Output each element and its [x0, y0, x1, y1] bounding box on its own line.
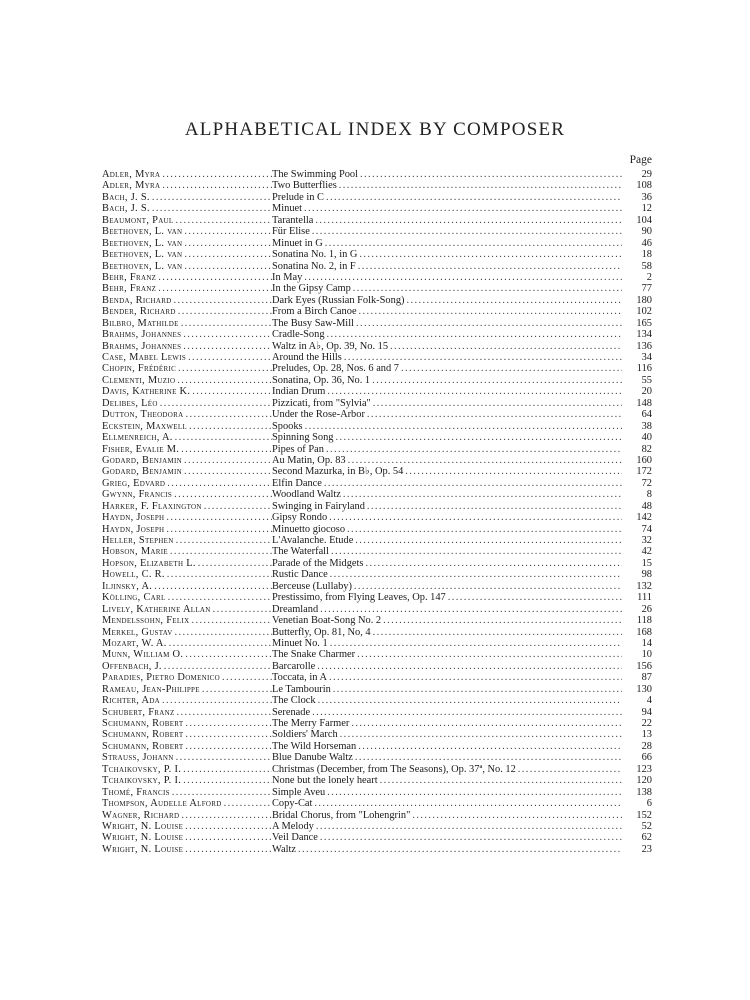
page-number: 94 — [641, 706, 652, 718]
composer-name: Schumann, Robert . . . — [102, 729, 272, 740]
work-title: From a Birch Canoe . . . — [272, 306, 622, 317]
composer-name: Delibes, Léo . . . — [102, 398, 272, 409]
index-entry — [102, 821, 652, 832]
composer-name: Eckstein, Maxwell . . . — [102, 421, 272, 432]
index-entry — [102, 695, 652, 706]
page-number: 152 — [636, 809, 652, 821]
index-entry — [102, 672, 652, 683]
index-entry — [102, 363, 652, 374]
composer-name: Wright, N. Louise . . . — [102, 832, 272, 843]
composer-name: Schumann, Robert . . . — [102, 741, 272, 752]
index-entry — [102, 832, 652, 843]
composer-name: Munn, William O. . . . — [102, 649, 272, 660]
page-number: 22 — [641, 718, 652, 729]
work-title: Tarantella . . . — [272, 215, 622, 226]
composer-index-list — [102, 169, 652, 855]
work-title: Rustic Dance . . . — [272, 569, 622, 580]
index-entry — [102, 524, 652, 535]
work-title: Sonatina No. 2, in F . . . — [272, 261, 622, 272]
page-number: 23 — [641, 843, 652, 855]
work-title: Pipes of Pan . . . — [272, 444, 622, 455]
index-entry — [102, 592, 652, 603]
work-title: Around the Hills . . . — [272, 352, 622, 363]
composer-name: Howell, C. R. . . . — [102, 569, 272, 580]
page-number: 180 — [636, 294, 652, 306]
index-entry — [102, 249, 652, 260]
work-title: Toccata, in A . . . — [272, 672, 622, 683]
composer-name: Tchaikovsky, P. I. . . . — [102, 764, 272, 775]
composer-name: Schumann, Robert . . . — [102, 718, 272, 729]
index-entry — [102, 409, 652, 420]
index-entry — [102, 764, 652, 775]
page-number: 52 — [641, 820, 652, 832]
index-entry — [102, 798, 652, 809]
composer-name: Tchaikovsky, P. I. . . . — [102, 775, 272, 786]
work-title: Pizzicati, from "Sylvia" . . . — [272, 398, 622, 409]
page-number: 14 — [641, 637, 652, 649]
work-title: Second Mazurka, in B♭, Op. 54 . . . — [272, 466, 622, 477]
index-entry — [102, 718, 652, 729]
page-number: 55 — [641, 374, 652, 386]
work-title: Parade of the Midgets . . . — [272, 558, 622, 569]
page-number: 18 — [641, 249, 652, 261]
page-number: 2 — [646, 271, 652, 283]
composer-name: Bender, Richard . . . — [102, 306, 272, 317]
page-number: 148 — [636, 397, 652, 409]
composer-name: Wagner, Richard . . . — [102, 810, 272, 821]
work-title: Copy-Cat . . . — [272, 798, 622, 809]
composer-name: Beaumont, Paul . . . — [102, 215, 272, 226]
composer-name: Behr, Franz . . . — [102, 272, 272, 283]
composer-name: Iljinsky, A. . . . — [102, 581, 272, 592]
index-entry — [102, 604, 652, 615]
composer-name: Godard, Benjamin . . . — [102, 466, 272, 477]
composer-name: Davis, Katherine K. . . . — [102, 386, 272, 397]
composer-name: Adler, Myra . . . — [102, 169, 272, 180]
page-number: 40 — [641, 432, 652, 444]
composer-name: Bilbro, Mathilde . . . — [102, 318, 272, 329]
page-number: 10 — [641, 649, 652, 661]
index-entry — [102, 741, 652, 752]
index-entry — [102, 569, 652, 580]
work-title: Le Tambourin . . . — [272, 684, 622, 695]
page-number: 82 — [641, 443, 652, 455]
index-entry — [102, 421, 652, 432]
index-entry — [102, 546, 652, 557]
page-number: 13 — [641, 729, 652, 741]
page-number: 58 — [641, 260, 652, 272]
work-title: Au Matin, Op. 83 . . . — [272, 455, 622, 466]
page-column-header: Page — [629, 154, 652, 166]
composer-name: Case, Mabel Lewis . . . — [102, 352, 272, 363]
work-title: Simple Aveu . . . — [272, 787, 622, 798]
composer-name: Chopin, Frédéric . . . — [102, 363, 272, 374]
composer-name: Adler, Myra . . . — [102, 180, 272, 191]
work-title: Under the Rose-Arbor . . . — [272, 409, 622, 420]
composer-name: Mozart, W. A. . . . — [102, 638, 272, 649]
index-entry — [102, 318, 652, 329]
work-title: Woodland Waltz . . . — [272, 489, 622, 500]
composer-name: Grieg, Edvard . . . — [102, 478, 272, 489]
index-entry — [102, 295, 652, 306]
composer-name: Brahms, Johannes . . . — [102, 341, 272, 352]
index-entry — [102, 581, 652, 592]
index-entry — [102, 283, 652, 294]
work-title: Spooks . . . — [272, 421, 622, 432]
page-number: 4 — [646, 695, 652, 707]
composer-name: Wright, N. Louise . . . — [102, 844, 272, 855]
page-number: 138 — [636, 786, 652, 798]
page-number: 6 — [646, 798, 652, 810]
page-number: 26 — [641, 603, 652, 615]
composer-name: Haydn, Joseph . . . — [102, 524, 272, 535]
composer-name: Gwynn, Francis . . . — [102, 489, 272, 500]
work-title: Sonatina No. 1, in G . . . — [272, 249, 622, 260]
page-number: 87 — [641, 672, 652, 684]
composer-name: Offenbach, J. . . . — [102, 661, 272, 672]
index-entry — [102, 215, 652, 226]
index-entry — [102, 558, 652, 569]
index-entry — [102, 752, 652, 763]
page-number: 42 — [641, 546, 652, 558]
page-number: 123 — [636, 763, 652, 775]
page-number: 108 — [636, 180, 652, 192]
page-number: 38 — [641, 420, 652, 432]
work-title: Blue Danube Waltz . . . — [272, 752, 622, 763]
composer-name: Heller, Stephen . . . — [102, 535, 272, 546]
page-number: 90 — [641, 226, 652, 238]
work-title: Prestissimo, from Flying Leaves, Op. 147 . . . — [272, 592, 622, 603]
work-title: Serenade . . . — [272, 707, 622, 718]
page-number: 116 — [636, 363, 652, 375]
page-number: 46 — [641, 237, 652, 249]
index-entry — [102, 627, 652, 638]
page-number: 64 — [641, 409, 652, 421]
work-title: In May . . . — [272, 272, 622, 283]
page-number: 8 — [646, 489, 652, 501]
work-title: The Merry Farmer . . . — [272, 718, 622, 729]
composer-name: Beethoven, L. van . . . — [102, 249, 272, 260]
composer-name: Hobson, Marie . . . — [102, 546, 272, 557]
page-number: 34 — [641, 352, 652, 363]
work-title: Venetian Boat-Song No. 2 . . . — [272, 615, 622, 626]
work-title: The Waterfall . . . — [272, 546, 622, 557]
work-title: Barcarolle . . . — [272, 661, 622, 672]
work-title: Berceuse (Lullaby) . . . — [272, 581, 622, 592]
page-number: 120 — [636, 775, 652, 787]
composer-name: Ellmenreich, A. . . . — [102, 432, 272, 443]
index-entry — [102, 615, 652, 626]
page-number: 62 — [641, 832, 652, 844]
composer-name: Fisher, Evalie M. . . . — [102, 444, 272, 455]
composer-name: Richter, Ada . . . — [102, 695, 272, 706]
composer-name: Thomé, Francis . . . — [102, 787, 272, 798]
index-entry — [102, 455, 652, 466]
index-entry — [102, 329, 652, 340]
composer-name: Rameau, Jean-Philippe . . . — [102, 684, 272, 695]
work-title: None but the lonely heart . . . — [272, 775, 622, 786]
work-title: Spinning Song . . . — [272, 432, 622, 443]
work-title: Butterfly, Op. 81, No, 4 . . . — [272, 627, 622, 638]
index-entry — [102, 501, 652, 512]
page-title: ALPHABETICAL INDEX BY COMPOSER — [184, 118, 566, 140]
work-title: The Busy Saw-Mill . . . — [272, 318, 622, 329]
page-number: 160 — [636, 454, 652, 466]
page-number: 118 — [636, 615, 652, 627]
composer-name: Bach, J. S. . . . — [102, 203, 272, 214]
page-number: 36 — [641, 191, 652, 203]
index-entry — [102, 375, 652, 386]
index-entry — [102, 661, 652, 672]
work-title: L'Avalanche. Étude . . . — [272, 535, 622, 546]
composer-name: Bach, J. S. . . . — [102, 192, 272, 203]
work-title: Minuet in G . . . — [272, 238, 622, 249]
page-number: 104 — [636, 214, 652, 226]
work-title: Christmas (December, from The Seasons), Op. 37ª, No. 12 . . . — [272, 764, 622, 775]
composer-name: Hopson, Elizabeth L. . . . — [102, 558, 272, 569]
index-entry — [102, 787, 652, 798]
work-title: Two Butterflies . . . — [272, 180, 622, 191]
page-number: 111 — [637, 592, 652, 604]
composer-name: Wright, N. Louise . . . — [102, 821, 272, 832]
composer-name: Beethoven, L. van . . . — [102, 238, 272, 249]
composer-name: Godard, Benjamin . . . — [102, 455, 272, 466]
index-entry — [102, 386, 652, 397]
page-number: 48 — [641, 500, 652, 512]
page-number: 130 — [636, 683, 652, 695]
index-entry — [102, 478, 652, 489]
composer-name: Clementi, Muzio . . . — [102, 375, 272, 386]
page-number: 15 — [641, 557, 652, 569]
composer-name: Benda, Richard . . . — [102, 295, 272, 306]
work-title: Elfin Dance . . . — [272, 478, 622, 489]
page-number: 168 — [636, 626, 652, 638]
composer-name: Schubert, Franz . . . — [102, 707, 272, 718]
work-title: A Melody . . . — [272, 821, 622, 832]
page-number: 74 — [641, 523, 652, 535]
work-title: The Wild Horseman . . . — [272, 741, 622, 752]
index-entry — [102, 261, 652, 272]
index-entry — [102, 226, 652, 237]
index-entry — [102, 810, 652, 821]
index-entry — [102, 489, 652, 500]
composer-name: Mendelssohn, Felix . . . — [102, 615, 272, 626]
page-number: 12 — [641, 203, 652, 215]
index-entry — [102, 398, 652, 409]
index-entry — [102, 729, 652, 740]
page-number: 165 — [636, 317, 652, 329]
work-title: Prelude in C . . . — [272, 192, 622, 203]
index-entry — [102, 512, 652, 523]
work-title: Dreamland . . . — [272, 604, 622, 615]
work-title: The Clock . . . — [272, 695, 622, 706]
index-entry — [102, 684, 652, 695]
index-entry — [102, 649, 652, 660]
work-title: The Snake Charmer . . . — [272, 649, 622, 660]
composer-name: Haydn, Joseph . . . — [102, 512, 272, 523]
index-entry — [102, 707, 652, 718]
work-title: Sonatina, Op. 36, No. 1 . . . — [272, 375, 622, 386]
composer-name: Thompson, Audelle Alford . . . — [102, 798, 272, 809]
work-title: Waltz in A♭, Op. 39, No. 15 . . . — [272, 341, 622, 352]
composer-name: Lively, Katherine Allan . . . — [102, 604, 272, 615]
work-title: Minuetto giocoso . . . — [272, 524, 622, 535]
composer-name: Harker, F. Flaxington . . . — [102, 501, 272, 512]
page-number: 29 — [641, 169, 652, 180]
index-entry — [102, 169, 652, 180]
work-title: Veil Dance . . . — [272, 832, 622, 843]
composer-name: Kölling, Carl . . . — [102, 592, 272, 603]
work-title: In the Gipsy Camp . . . — [272, 283, 622, 294]
page-number: 98 — [641, 569, 652, 581]
work-title: Soldiers' March . . . — [272, 729, 622, 740]
work-title: Minuet No. 1 . . . — [272, 638, 622, 649]
composer-name: Merkel, Gustav . . . — [102, 627, 272, 638]
index-entry — [102, 352, 652, 363]
work-title: Bridal Chorus, from "Lohengrin" . . . — [272, 810, 622, 821]
index-entry — [102, 306, 652, 317]
page-number: 66 — [641, 752, 652, 764]
composer-name: Strauss, Johann . . . — [102, 752, 272, 763]
composer-name: Beethoven, L. van . . . — [102, 261, 272, 272]
work-title: Indian Drum . . . — [272, 386, 622, 397]
work-title: Waltz . . . — [272, 844, 622, 855]
index-entry — [102, 535, 652, 546]
index-entry — [102, 638, 652, 649]
index-entry — [102, 203, 652, 214]
index-entry — [102, 272, 652, 283]
work-title: Preludes, Op. 28, Nos. 6 and 7 . . . — [272, 363, 622, 374]
index-entry — [102, 238, 652, 249]
index-entry — [102, 444, 652, 455]
work-title: Gipsy Rondo . . . — [272, 512, 622, 523]
page-number: 77 — [641, 283, 652, 295]
work-title: Für Elise . . . — [272, 226, 622, 237]
index-entry — [102, 466, 652, 477]
page-number: 72 — [641, 477, 652, 489]
index-entry — [102, 844, 652, 855]
page-number: 156 — [636, 660, 652, 672]
index-entry — [102, 775, 652, 786]
page-number: 20 — [641, 386, 652, 398]
work-title: Dark Eyes (Russian Folk-Song) . . . — [272, 295, 622, 306]
composer-name: Paradies, Pietro Domenico . . . — [102, 672, 272, 683]
page-number: 102 — [636, 306, 652, 318]
page-number: 28 — [641, 740, 652, 752]
composer-name: Behr, Franz . . . — [102, 283, 272, 294]
composer-name: Dutton, Theodora . . . — [102, 409, 272, 420]
page-number: 142 — [636, 512, 652, 524]
index-entry — [102, 341, 652, 352]
work-title: The Swimming Pool . . . — [272, 169, 622, 180]
work-title: Minuet . . . — [272, 203, 622, 214]
index-entry — [102, 432, 652, 443]
page-number: 172 — [636, 466, 652, 478]
index-entry — [102, 192, 652, 203]
page-number: 136 — [636, 340, 652, 352]
work-title: Swinging in Fairyland . . . — [272, 501, 622, 512]
composer-name: Brahms, Johannes . . . — [102, 329, 272, 340]
page-number: 134 — [636, 329, 652, 341]
composer-name: Beethoven, L. van . . . — [102, 226, 272, 237]
index-entry — [102, 180, 652, 191]
page-number: 132 — [636, 580, 652, 592]
page-number: 32 — [641, 535, 652, 546]
work-title: Cradle-Song . . . — [272, 329, 622, 340]
